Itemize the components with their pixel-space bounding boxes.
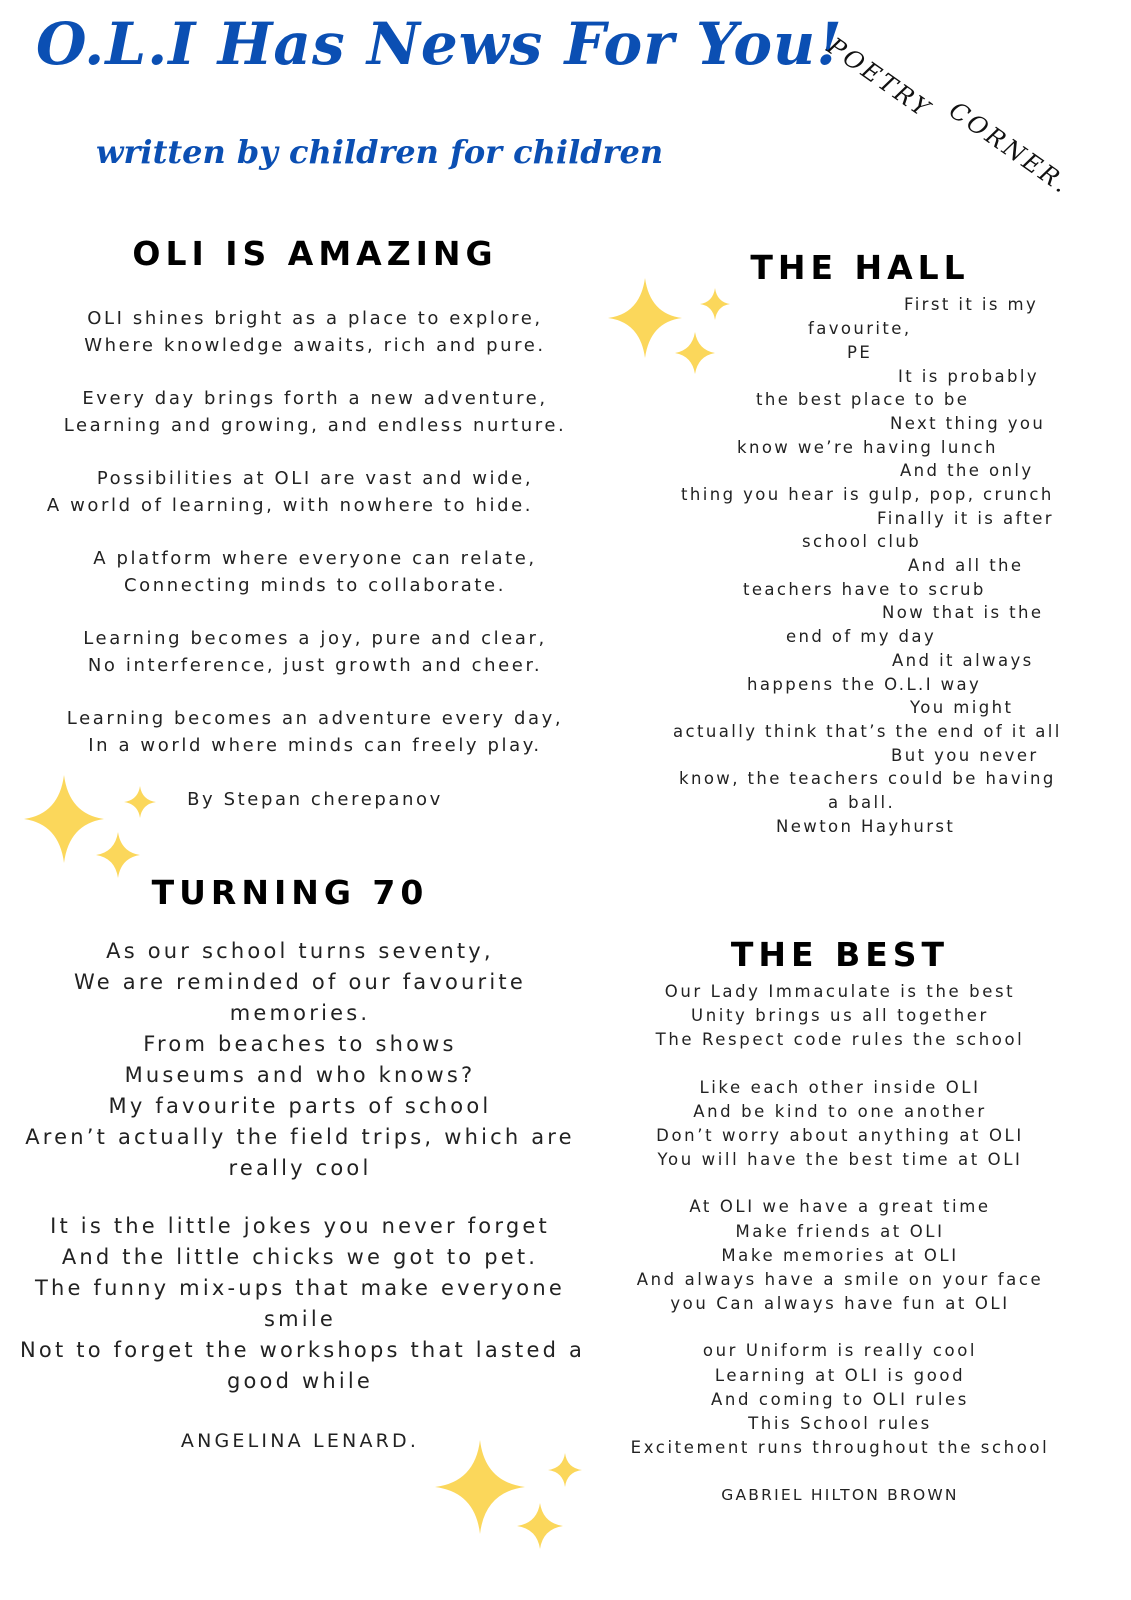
poem-author: ANGELINA LENARD. bbox=[180, 1430, 420, 1452]
poem-line: Unity brings us all together bbox=[691, 1006, 989, 1026]
poem-stanza bbox=[620, 1339, 1060, 1460]
poem-line: actually think that’s the end of it all bbox=[673, 722, 1062, 741]
poem-line: And the only bbox=[900, 461, 1034, 480]
poem-line: favourite, bbox=[808, 319, 912, 338]
poem-line: Possibilities at OLI are vast and wide, bbox=[96, 468, 534, 490]
poem-line: Aren’t actually the field trips, which are bbox=[25, 1125, 575, 1149]
newsletter-subtitle: written by children for children bbox=[96, 133, 664, 171]
poem-line: The Respect code rules the school bbox=[655, 1030, 1025, 1050]
poem-line: thing you hear is gulp, pop, crunch bbox=[681, 485, 1054, 504]
poem-line: know we’re having lunch bbox=[737, 438, 998, 457]
poem-line: In a world where minds can freely play. bbox=[88, 735, 542, 757]
poem-line: A platform where everyone can relate, bbox=[93, 548, 537, 570]
poem-turning-70 bbox=[20, 936, 586, 1457]
poem-stanza bbox=[620, 980, 1060, 1053]
poem-line: Where knowledge awaits, rich and pure. bbox=[84, 334, 546, 356]
poem-line: school club bbox=[802, 532, 922, 551]
poem-line: But you never bbox=[891, 746, 1039, 765]
poem-line: Make friends at OLI bbox=[735, 1221, 945, 1241]
poem-author: By Stepan cherepanov bbox=[187, 788, 443, 810]
poem-line: At OLI we have a great time bbox=[689, 1197, 991, 1217]
poem-stanza bbox=[20, 1211, 586, 1397]
poem-line: Now that is the bbox=[882, 603, 1044, 622]
poem-line: good while bbox=[226, 1369, 374, 1393]
poetry-corner-word-2: CORNER. bbox=[943, 96, 1076, 200]
poem-line: OLI shines bright as a place to explore, bbox=[87, 308, 543, 329]
poem-line: A world of learning, with nowhere to hide. bbox=[46, 494, 534, 516]
poem-line: you Can always have fun at OLI bbox=[670, 1294, 1010, 1314]
poem-line: the best place to be bbox=[756, 390, 970, 409]
poem-line: happens the O.L.I way bbox=[747, 675, 982, 694]
poem-line: And always have a smile on your face bbox=[636, 1270, 1044, 1290]
poem-line: And it always bbox=[892, 651, 1034, 670]
poem-line: My favourite parts of school bbox=[108, 1094, 492, 1118]
poem-line: You will have the best time at OLI bbox=[657, 1150, 1023, 1170]
poem-line: a ball. bbox=[828, 793, 896, 812]
poem-line: really cool bbox=[228, 1156, 372, 1180]
poem-line: Make memories at OLI bbox=[721, 1245, 959, 1265]
poem-line: our Uniform is really cool bbox=[702, 1341, 978, 1361]
poem-line: Our Lady Immaculate is the best bbox=[664, 982, 1016, 1001]
poem-line: And coming to OLI rules bbox=[711, 1389, 969, 1409]
poem-line: This School rules bbox=[748, 1414, 932, 1434]
poem-heading-turning-70: TURNING 70 bbox=[151, 873, 429, 912]
poem-author: Newton Hayhurst bbox=[776, 817, 956, 836]
poem-line: Learning and growing, and endless nurture. bbox=[63, 414, 567, 436]
poem-line: Excitement runs throughout the school bbox=[630, 1438, 1050, 1458]
poem-line: Next thing you bbox=[890, 414, 1046, 433]
poem-line: memories. bbox=[229, 1001, 371, 1025]
poem-line: Finally it is after bbox=[877, 509, 1054, 528]
poem-stanza bbox=[620, 1076, 1060, 1173]
poem-heading-the-hall: THE HALL bbox=[750, 248, 970, 287]
poem-line: smile bbox=[264, 1307, 336, 1331]
poem-line: The funny mix-ups that make everyone bbox=[35, 1276, 565, 1300]
poem-line: Don’t worry about anything at OLI bbox=[656, 1126, 1024, 1146]
newsletter-title: O.L.I Has News For You! bbox=[36, 10, 843, 78]
poem-line: Connecting minds to collaborate. bbox=[123, 574, 507, 596]
poem-line: know, the teachers could be having bbox=[679, 769, 1056, 788]
poem-line: First it is my bbox=[904, 295, 1039, 314]
poem-line: It is probably bbox=[898, 367, 1040, 386]
poem-heading-oli-is-amazing: OLI IS AMAZING bbox=[132, 234, 498, 273]
poem-line: And the little chicks we got to pet. bbox=[61, 1245, 539, 1269]
poetry-corner-word-1: POETRY bbox=[821, 32, 937, 125]
poem-line: It is the little jokes you never forget bbox=[50, 1214, 550, 1238]
poem-line: teachers have to scrub bbox=[743, 580, 986, 599]
poem-line: Learning becomes an adventure every day, bbox=[66, 708, 564, 730]
poem-line: Not to forget the workshops that lasted a bbox=[20, 1338, 586, 1362]
poem-line: And be kind to one another bbox=[693, 1101, 987, 1121]
poem-line: From beaches to shows bbox=[143, 1032, 457, 1056]
poem-heading-the-best: THE BEST bbox=[730, 935, 950, 974]
poem-line: We are reminded of our favourite bbox=[74, 970, 526, 994]
poem-line: You might bbox=[910, 698, 1014, 717]
poem-stanza bbox=[20, 936, 580, 1184]
poem-the-best bbox=[620, 980, 1060, 1508]
poem-line: Like each other inside OLI bbox=[699, 1077, 981, 1097]
poem-line: Learning at OLI is good bbox=[714, 1365, 966, 1385]
poem-author: GABRIEL HILTON BROWN bbox=[721, 1486, 959, 1505]
poem-line: Every day brings forth a new adventure, bbox=[82, 388, 548, 410]
poem-stanza bbox=[620, 1195, 1060, 1316]
poem-line: Learning becomes a joy, pure and clear, bbox=[83, 628, 547, 650]
poem-line: And all the bbox=[908, 556, 1024, 575]
poem-line: PE bbox=[847, 343, 873, 362]
poem-line: As our school turns seventy, bbox=[106, 939, 494, 963]
poem-line: end of my day bbox=[786, 627, 937, 646]
poem-line: Museums and who knows? bbox=[124, 1063, 476, 1087]
poem-line: No interference, just growth and cheer. bbox=[87, 655, 543, 677]
